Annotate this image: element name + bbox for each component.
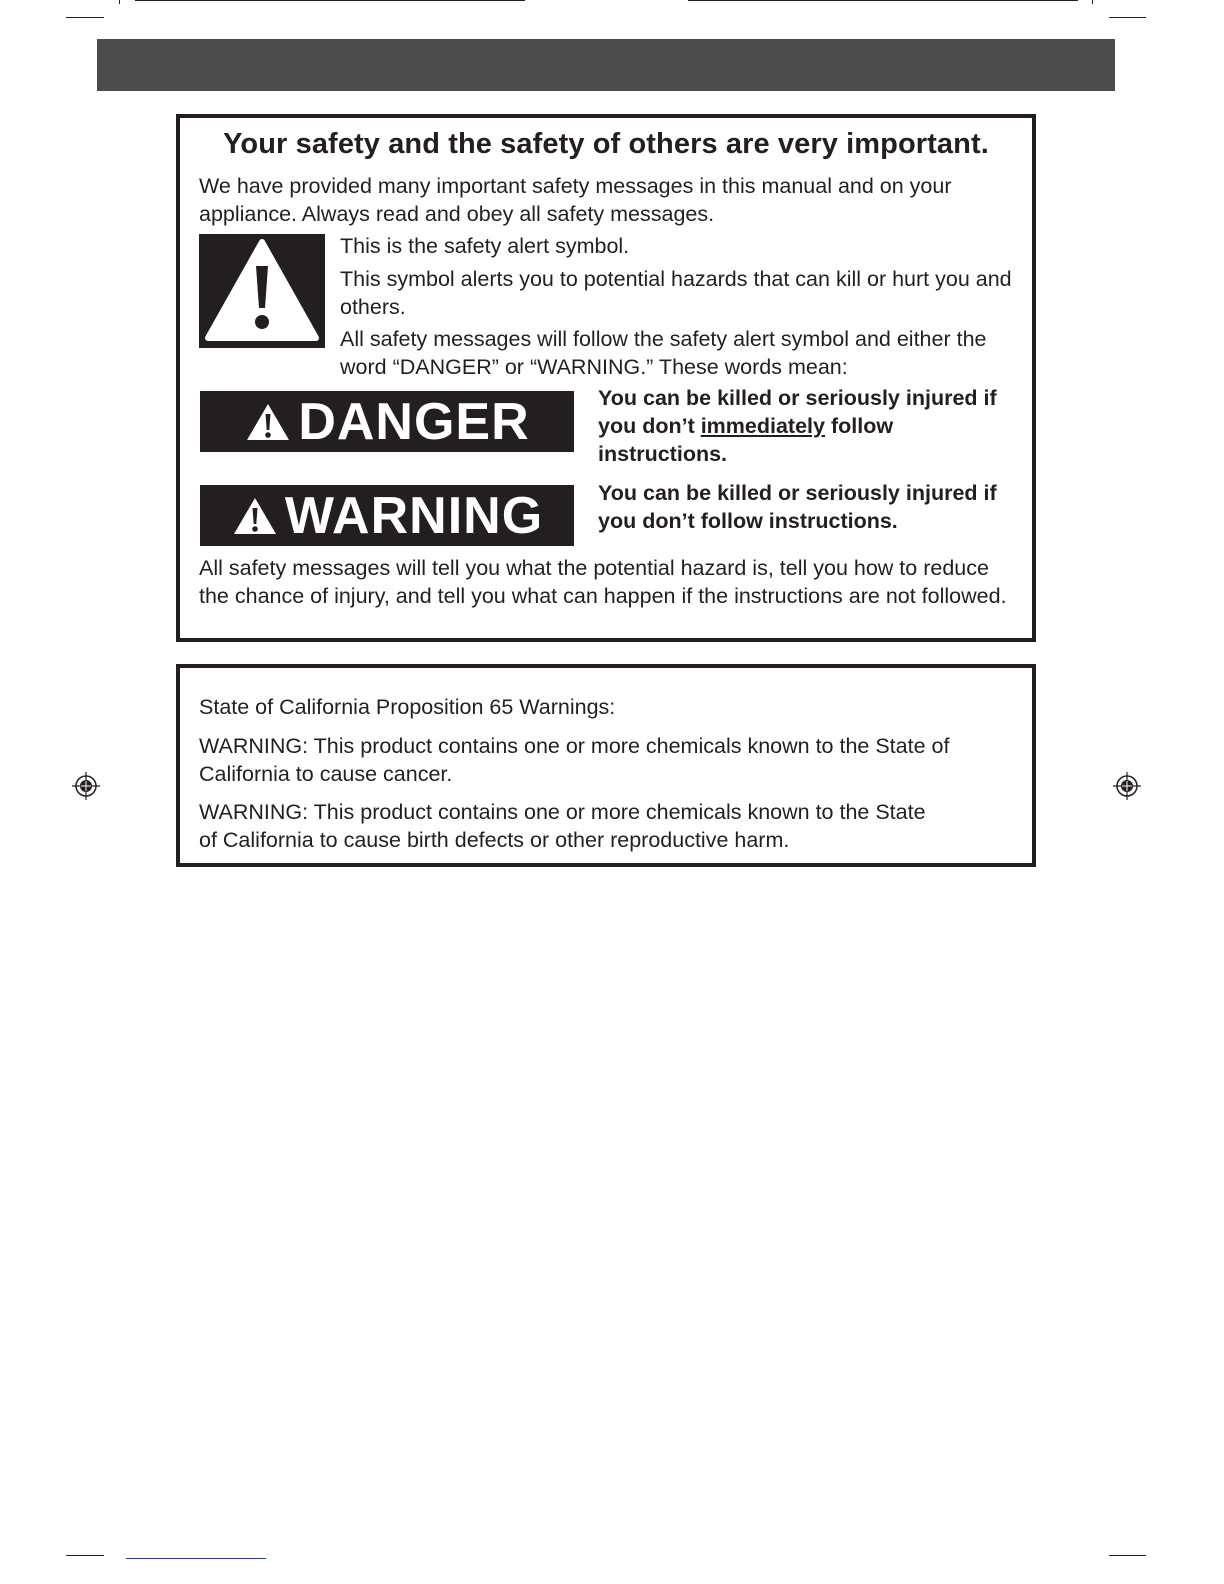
warning-signal-word [200,485,574,546]
warning-description: You can be killed or seriously injured if you don’t follow instructions. [598,481,997,533]
safety-title: Your safety and the safety of others are very important. [223,128,989,160]
crop-mark [119,0,120,4]
prop65-box [176,664,1036,867]
crop-mark [66,17,104,18]
danger-desc-before: You can be killed or seriously injured if you don’t [598,386,997,438]
prop65-heading: State of California Proposition 65 Warnings: [199,695,616,719]
warning-label: WARNING [284,486,544,545]
symbol-line-1: This is the safety alert symbol. [340,234,630,258]
danger-description [598,384,1018,468]
symbol-line-2: This symbol alerts you to potential hazards that can kill or hurt you and others. [340,267,1012,319]
danger-desc-after: follow instructions. [598,414,894,466]
safety-box [176,114,1036,642]
safety-alert-icon [231,495,279,537]
crop-mark [1109,1555,1146,1556]
registration-mark-icon [1112,771,1142,801]
crop-mark [135,0,525,1]
safety-alert-icon [199,234,325,348]
crop-mark [126,1558,266,1559]
safety-alert-icon [244,401,292,443]
crop-mark [66,1555,104,1556]
danger-signal-word [200,391,574,452]
header-bar [97,39,1115,91]
safety-intro: We have provided many important safety messages in this manual and on your appliance. Always read and obey all safety messages. [199,174,952,226]
prop65-warning-reproductive: WARNING: This product contains one or more chemicals known to the State of California to cause birth defects or other reproductive harm. [199,800,926,852]
safety-closing: All safety messages will tell you what the potential hazard is, tell you how to reduce the chance of injury, and tell you what can happen if the instructions are not followed. [199,556,1007,608]
prop65-warning-cancer: WARNING: This product contains one or more chemicals known to the State of California to cause cancer. [199,734,950,786]
crop-mark [688,0,1078,1]
danger-desc-emphasis: immediately [700,414,825,438]
registration-mark-icon [71,771,101,801]
safety-alert-symbol [199,234,325,348]
danger-label: DANGER [298,392,530,451]
crop-mark [1092,0,1093,4]
crop-mark [1109,17,1146,18]
symbol-line-3: All safety messages will follow the safety alert symbol and either the word “DANGER” or “WARNING.” These words mean: [340,327,987,379]
